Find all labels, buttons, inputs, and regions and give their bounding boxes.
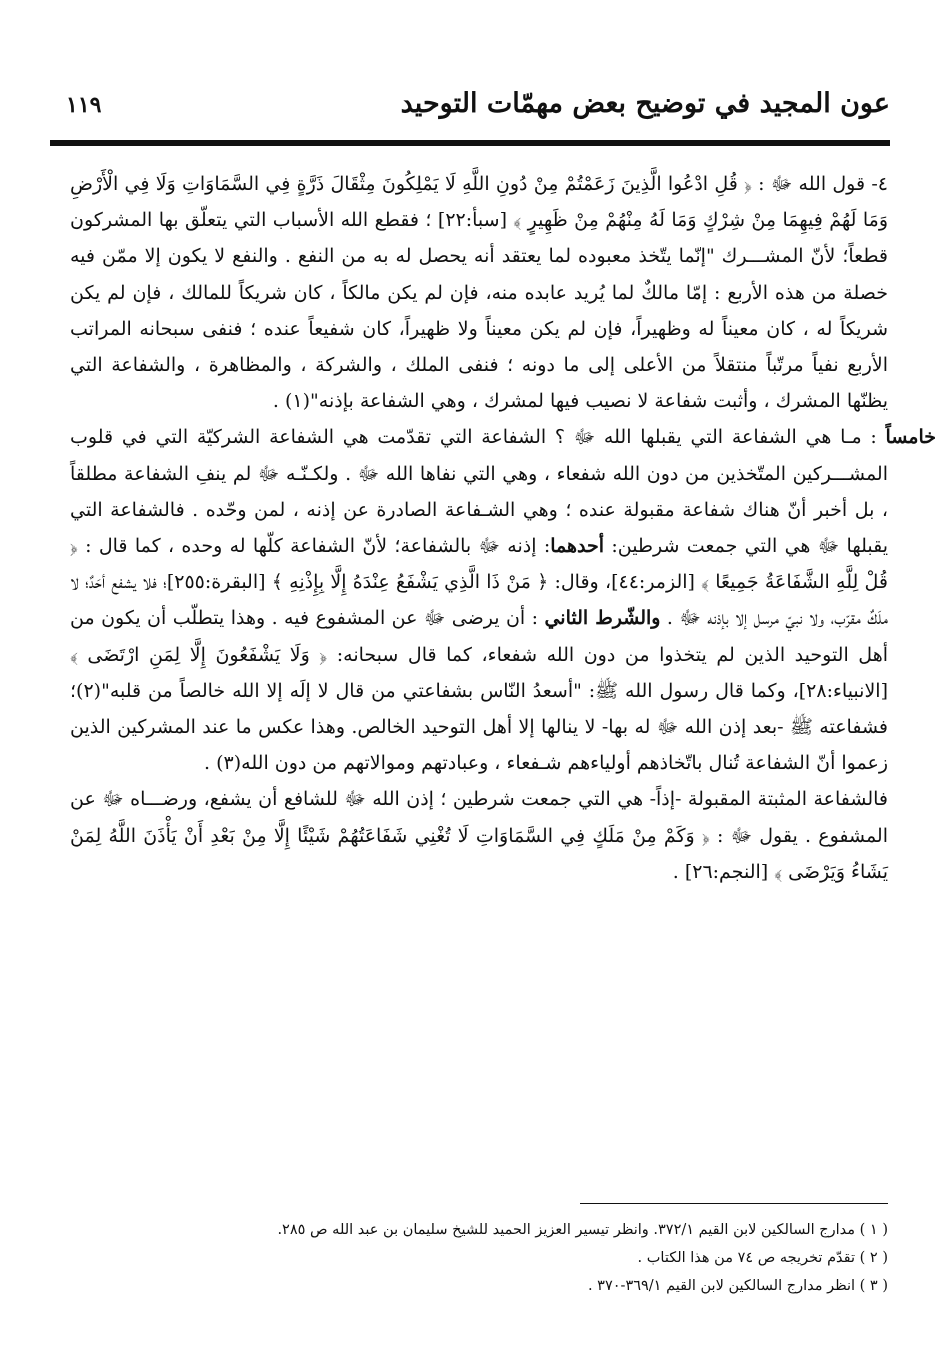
section-label: خامساً (885, 426, 936, 449)
paragraph-point-4 (70, 166, 888, 419)
first-condition-label: أحدهما (550, 535, 605, 558)
paragraph-text-end: : أن يرضى ﷻ عن المشفوع فيه . وهذا يتطلّب أن يكون من أهل التوحيد الذين لم يتخذوا من دون الله شفعاء، كما قال سبحانه: ﴿ وَلَا يَشْفَعُونَ إِلَّا لِمَنِ ارْتَضَى ﴾ [الانبياء:٢٨]، وكما قال رسول الله ﷺ: "أسعدُ النّاس بشفاعتي من قال لا إلَه إلا الله خالصاً من قلبه"(٢)؛ فشفاعته ﷺ -بعد إذن الله ﷻ له بها- لا ينالها إلا أهل التوحيد الخالص. وهذا عكس ما عند المشركين الذين زعموا أنّ الشفاعة تُنال باتّخاذهم أولياءهم شـفعاء ، وعبادتهم وموالاتهم من دون الله(٣) . (70, 607, 888, 775)
footnote-2: ( ٢ ) تقدّم تخريجه ص ٧٤ من هذا الكتاب . (637, 1250, 888, 1266)
footnote-divider (580, 1203, 888, 1204)
running-title: عون المجيد في توضيح بعض مهمّات التوحيد (400, 88, 890, 119)
footnote-3: ( ٣ ) انظر مدارج السالكين لابن القيم ٣٦٩/١-٣٧٠ . (587, 1278, 888, 1294)
paragraph-text-continued: : إذنه ﷻ بالشفاعة؛ لأنّ الشفاعة كلّها له وحده ، كما قال : ﴿ قُلْ لِلَّهِ الشَّفَاعَةُ جَمِيعًا ﴾ [الزمر:٤٤]، وقال: ﴿ مَنْ ذَا الَّذِي يَشْفَعُ عِنْدَهُ إِلَّا بِإِذْنِهِ ﴾ [البقرة:٢٥٥]؛ فلا يشفع أحَدٌ؛ لا ملَكٌ مقرّب، ولا نبيّ مرسل إلا بإذنه ﷻ . (70, 535, 889, 630)
paragraph-text: فالشفاعة المثبتة المقبولة -إذاً- هي التي جمعت شرطين ؛ إذن الله ﷻ للشافع أن يشفع، ورضـــاه ﷻ عن المشفوع . يقول ﷻ : ﴿ وَكَمْ مِنْ مَلَكٍ فِي السَّمَاوَاتِ لَا تُغْنِي شَفَاعَتُهُمْ شَيْئًا إِلَّا مِنْ بَعْدِ أَنْ يَأْذَنَ اللَّهُ لِمَنْ يَشَاءُ وَيَرْضَى ﴾ [النجم:٢٦] . (70, 788, 888, 883)
paragraph-text: ٤- قول الله ﷻ : ﴿ قُلِ ادْعُوا الَّذِينَ زَعَمْتُمْ مِنْ دُونِ اللَّهِ لَا يَمْلِكُونَ مِثْقَالَ ذَرَّةٍ فِي السَّمَاوَاتِ وَلَا فِي الْأَرْضِ وَمَا لَهُمْ فِيهِمَا مِنْ شِرْكٍ وَمَا لَهُ مِنْهُمْ مِنْ ظَهِيرٍ ﴾ [سبأ:٢٢] ؛ فقطع الله الأسباب التي يتعلّق بها المشركون قطعاً؛ لأنّ المشـــرك "إنّما يتّخذ معبوده لما يعتقد أنه يحصل له به من النفع . والنفع لا يكون إلا ممّن فيه خصلة من هذه الأربع : إمّا مالكٌ لما يُريد عابده منه، فإن لم يكن مالكاً ، كان شريكاً للمالك ، فإن لم يكن شريكاً له ، كان معيناً له وظهيراً، فإن لم يكن معيناً ولا ظهيراً، كان شفيعاً عنده ؛ فنفى سبحانه المراتب الأربع نفياً مرتّباً منتقلاً من الأعلى إلى ما دونه ؛ فنفى الملك ، والشركة ، والمظاهرة ، والشفاعة التي يظنّها المشرك ، وأثبت شفاعة لا نصيب فيها لمشرك ، وهي الشفاعة بإذنه"(١) . (70, 173, 888, 413)
page-number: ١١٩ (66, 92, 102, 118)
footnotes (120, 1216, 888, 1300)
second-condition-label: والشّرط الثاني (544, 607, 661, 630)
page-header (58, 88, 890, 132)
header-divider (50, 140, 890, 146)
footnote-1: ( ١ ) مدارج السالكين لابن القيم ٣٧٢/١. وانظر تيسير العزيز الحميد للشيخ سليمان بن عبد الله ص ٢٨٥. (277, 1222, 888, 1238)
paragraph-conclusion (70, 781, 888, 890)
paragraph-text: : مـا هي الشفاعة التي يقبلها الله ﷻ ؟ الشفاعة التي تقدّمت هي الشفاعة الشركيّة التي في قلوب المشـــركين المتّخذين من دون الله شفعاء ، وهي التي نفاها الله ﷻ . ولكـنّـه ﷻ لم ينفِ الشفاعة مطلقاً ، بل أخبر أنّ هناك شفاعة مقبولة عنده ؛ وهي الشـفاعة الصادرة عن إذنه ، لمن وحّده . فالشفاعة التي يقبلها ﷻ هي التي جمعت شرطين: (70, 426, 888, 558)
paragraph-fifth (70, 419, 936, 781)
main-text (70, 166, 936, 890)
